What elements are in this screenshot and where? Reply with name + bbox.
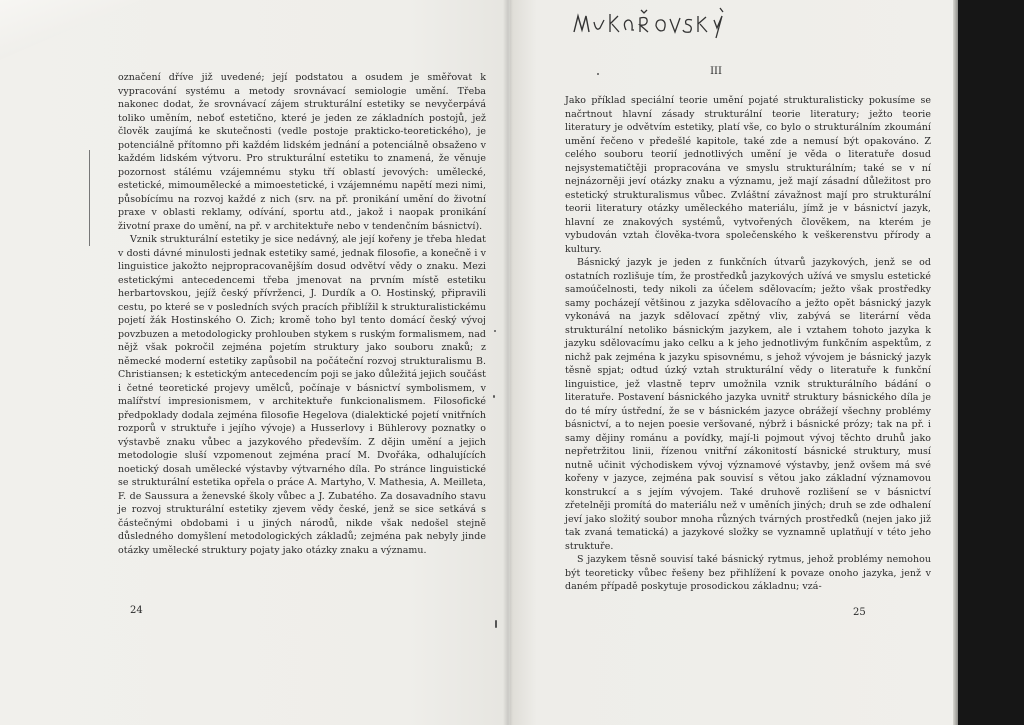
right-paragraph-1: Jako příklad speciální teorie umění pojaté strukturalisticky pokusíme se načrtnout hlavní zásady strukturální teorie literatury; ježto teorie literatury je odvětvím estetiky, platí vše, co bylo o strukturálním zkoumání umění řečeno v předešlé kapitole, také zde a nemusí být opakováno. Z celého souboru teorií jednotlivých umění je věda o literatuře dosud nejsystematičtěji propracována ve smyslu strukturálním; také se v ní nejnázorněji jeví otázky znaku a významu, jež mají zásadní důležitost pro estetický strukturalismus vůbec. Zvláštní závažnost mají pro strukturální teorii literatury otázky uměleckého materiálu, jímž je v básnictví jazyk, hlavní ze znakových systémů, vytvořených člověkem, na kterém je vybudován vztah člověka-tvora společenského k veškerenstvu přírody a kultury. bbox=[565, 95, 931, 255]
scan-speck bbox=[494, 330, 496, 332]
left-page bbox=[0, 0, 510, 725]
left-paragraph-2: Vznik strukturální estetiky je sice nedávný, ale její kořeny je třeba hledat v dosti dávné minulosti jednak estetiky samé, jednak filosofie, a konečně i v linguistice jakožto nejpropracovanějším dosud odvětví vědy o znaku. Mezi estetickými antecedencemi třeba jmenovat na prvním místě estetiku herbartovskou, jejíž český přívrženci, J. Durdík a O. Hostinský, připravili cestu, po které se v posledních svých pracích přiblížil k strukturalistickému pojetí žák Hostinského O. Zich; kromě toho byl tento domácí český vývoj povzbuzen a metodologicky prohlouben stykem s ruským formalismem, nad nějž však pokročil zejména pojetím struktury jako souboru znaků; z německé moderní estetiky zapůsobil na počáteční rozvoj strukturalismu B. Christiansen; k estetickým antecedencím poji se jako důležitá jejich součást i četné teoretické projevy umělců, počínaje v básnictví symbolismem, v malířství impresionismem, v architektuře funkcionalismem. Filosofické předpoklady dodala zejména filosofie Hegelova (dialektické pojetí vnitřních rozporů v struktuře i jejího vývoje) a Husserlovy i Bühlerovy poznatky o výstavbě znaku vůbec a jazykového především. Z dějin umění a jejich metodologie sluší vzpomenout zejména prací M. Dvořáka, odhalujících noetický dosah umělecké výstavby výtvarného díla. Po stránce linguistické se strukturální estetika opřela o práce A. Martyho, V. Mathesia, A. Meilleta, F. de Saussura a ženevské školy vůbec a J. Zubatého. Za dosavadního stavu je rozvoj strukturální estetiky zjevem vědy české, jenž se sice setkává s částečnými obdobami i u jiných národů, nikde však nedošel stejně důsledného domyšlení metodologických základů; zejména pak nebyly jinde otázky umělecké struktury pojaty jako otázky znaku a významu. bbox=[118, 234, 486, 556]
scan-background bbox=[958, 0, 1024, 725]
right-page-number: 25 bbox=[853, 607, 866, 618]
book-gutter bbox=[503, 0, 513, 725]
right-paragraph-2: Básnický jazyk je jeden z funkčních útvarů jazykových, jenž se od ostatních rozlišuje tím, že prostředků jazykových užívá ve smyslu estetické samoúčelnosti, tedy nikoli za účelem sdělovacím; ježto však prostředky samy pocházejí většinou z jazyka sdělovacího a ježto opět básnický jazyk vykonává na jazyk sdělovací zpětný vliv, zabývá se literární věda strukturální netoliko básnickým jazykem, ale i vztahem tohoto jazyka k jazyku sdělovacímu jako celku a k jeho jednotlivým funkčním aspektům, z nichž pak zejména k jazyku spisovnému, s jehož vývojem je básnický jazyk těsně spjat; odtud úzký vztah strukturální vědy o literatuře k funkční linguistice, jež vlastně teprv umožnila vznik strukturálního bádání o literatuře. Postavení básnického jazyka uvnitř struktury básnického díla je do té míry ústřední, že se v básnickém jazyce obrážejí všechny problémy básnictví, a to nejen poesie veršované, nýbrž i básnické prózy; tak na př. i samy dějiny románu a povídky, mají-li pojmout vývoj těchto druhů jako nepřetržitou linii, řízenou vnitřní zákonitostí básnické struktury, musí nutně učinit východiskem vývoj významové výstavby, jenž ovšem má své kořeny v jazyce, zejména pak souvisí s větou jako základní významovou konstrukcí a s jejím vývojem. Také druhově rozlišení se v básnictví zřetelněji promítá do materiálu než v uměních jiných; druh se zde odhalení jeví jako složitý soubor mnoha různých tvárných prostředků (nejen jako již tak zvaná tematická) a jazykové složky se vyznamně uplatňují v této jeho struktuře. bbox=[565, 257, 931, 552]
chapter-heading: III bbox=[710, 66, 722, 77]
right-text-column bbox=[565, 94, 931, 594]
scan-speck bbox=[493, 395, 495, 398]
page-fold-shading bbox=[0, 0, 140, 60]
scan-speck bbox=[597, 73, 599, 75]
left-text-column bbox=[118, 71, 486, 557]
handwritten-signature bbox=[570, 2, 740, 40]
right-paragraph-3: S jazykem těsně souvisí také básnický rytmus, jehož problémy nemohou být teoreticky vůbec řešeny bez přihlížení k povaze onoho jazyka, jenž v daném případě poskytuje prosodickou základnu; vzá- bbox=[565, 554, 931, 592]
margin-mark bbox=[89, 150, 90, 246]
left-page-number: 24 bbox=[130, 605, 143, 616]
scan-speck bbox=[495, 620, 497, 628]
left-paragraph-1: označení dříve již uvedené; její podstatou a osudem je směřovat k vypracování systému a metody srovnávací semiologie umění. Třeba nakonec dodat, že srovnávací zájem strukturální estetiky se nevyčerpává toliko uměním, neboť estetično, které je jeden ze základních postojů, jež člověk zaujímá ke skutečnosti (vedle postoje prakticko-teoretického), je potenciálně přítomno při každém lidském jednání a potenciálně obsaženo v každém lidském výtvoru. Pro strukturální estetiku to znamená, že věnuje pozornost stálému vzájemnému styku tří oblastí jevových: umělecké, estetické, mimoumělecké a mimoestetické, i vzájemnému napětí mezi nimi, působícímu na rozvoj každé z nich (srv. na př. pronikání umění do životní praxe v oblasti reklamy, odívání, sportu atd., jakož i naopak pronikání životní praxe do umění, na př. v architektuře nebo v tendenčním básnictví). bbox=[118, 72, 486, 232]
